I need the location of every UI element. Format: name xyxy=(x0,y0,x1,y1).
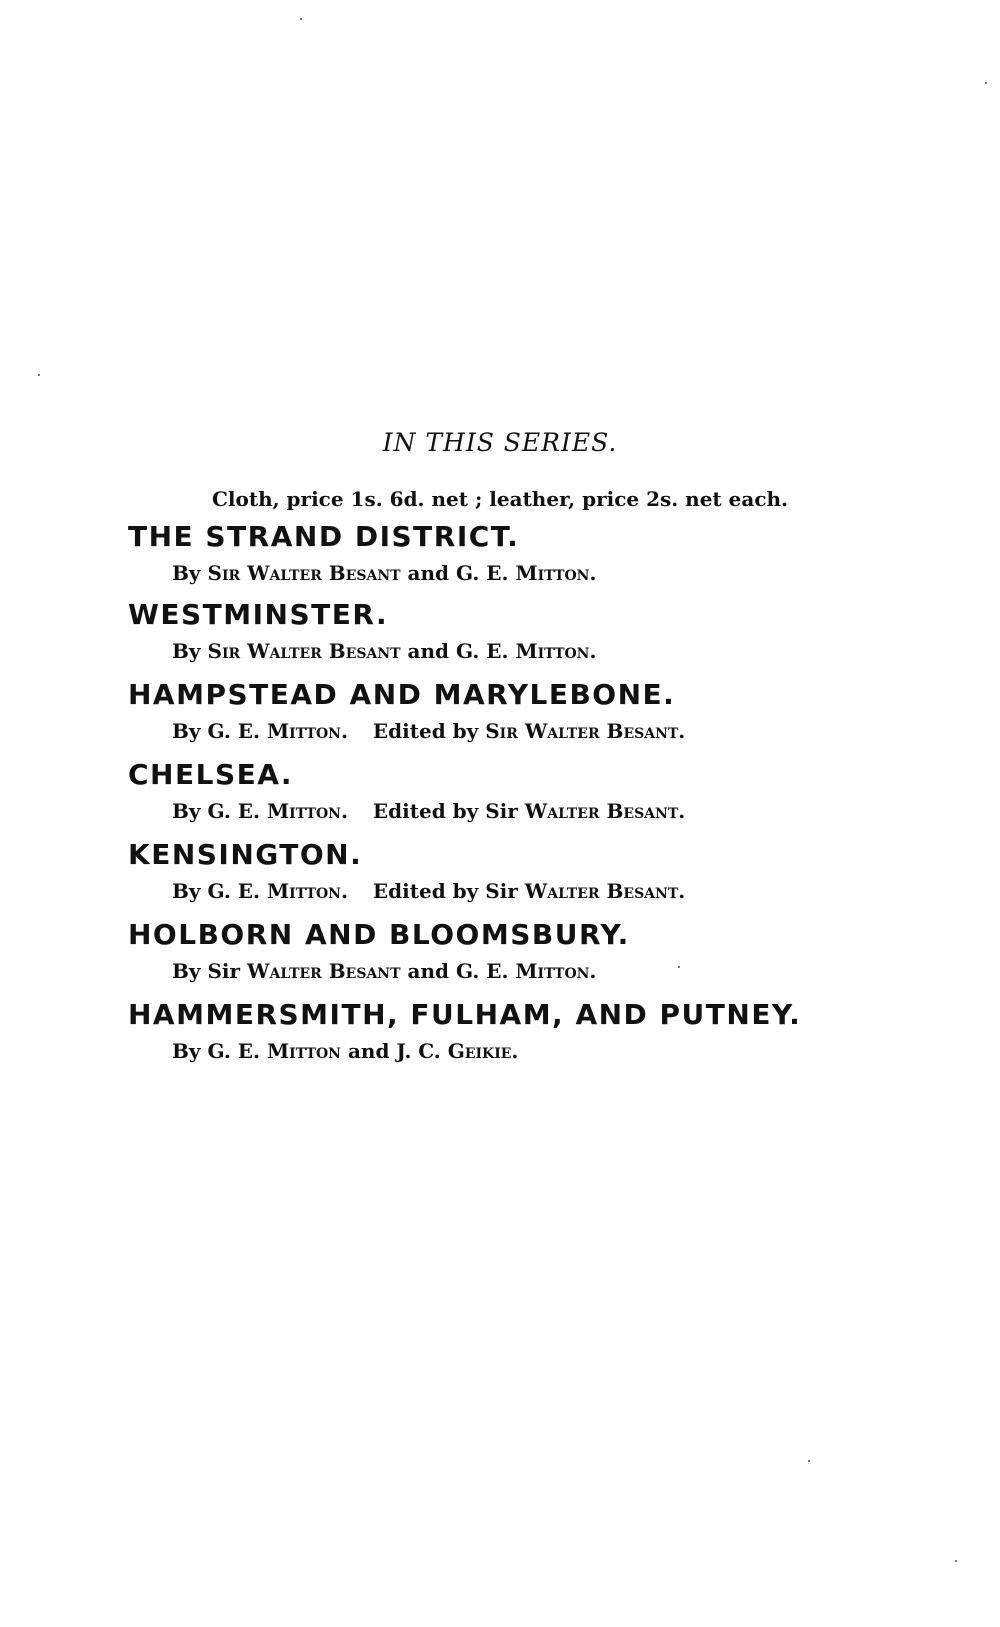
editor-name: Walter Besant. xyxy=(524,799,686,823)
credit-by: By xyxy=(172,799,201,823)
print-speck xyxy=(678,966,680,968)
credit-by: By xyxy=(172,561,201,585)
author-name: Sir Walter Besant xyxy=(207,639,401,663)
print-speck xyxy=(985,82,987,84)
book-title: HOLBORN AND BLOOMSBURY. xyxy=(128,918,630,951)
edited-by: Edited by Sir xyxy=(372,879,518,903)
print-speck xyxy=(955,1560,957,1562)
price-note: Cloth, price 1s. 6d. net ; leather, price 2s. net each. xyxy=(212,487,788,511)
credit-joiner: and xyxy=(407,639,450,663)
series-heading: IN THIS SERIES. xyxy=(382,428,618,457)
author-name: G. E. Mitton. xyxy=(456,561,597,585)
print-speck xyxy=(300,18,302,20)
book-credit xyxy=(172,560,988,586)
book-entry-hammersmith xyxy=(128,998,988,1064)
book-title: HAMPSTEAD AND MARYLEBONE. xyxy=(128,678,676,711)
book-credit xyxy=(172,718,988,744)
credit-joiner: and xyxy=(347,1039,390,1063)
book-title: WESTMINSTER. xyxy=(128,598,389,631)
book-credit xyxy=(172,798,988,824)
book-title: KENSINGTON. xyxy=(128,838,363,871)
author-name: Sir Walter Besant xyxy=(207,561,401,585)
book-title: CHELSEA. xyxy=(128,758,294,791)
credit-joiner: and xyxy=(407,959,449,983)
credit-by: By xyxy=(172,1039,201,1063)
author-name: G. E. Mitton xyxy=(207,1039,341,1063)
book-title: HAMMERSMITH, FULHAM, AND PUTNEY. xyxy=(128,998,802,1031)
edited-by: Edited by xyxy=(372,719,479,743)
book-credit xyxy=(172,638,988,664)
book-entry-strand xyxy=(128,520,988,586)
author-name: Walter Besant xyxy=(247,959,401,983)
book-credit xyxy=(172,1038,988,1064)
book-entry-kensington xyxy=(128,838,988,904)
editor-name: Walter Besant. xyxy=(524,879,686,903)
edited-by: Edited by Sir xyxy=(372,799,518,823)
book-entry-holborn xyxy=(128,918,988,984)
author-name: G. E. Mitton. xyxy=(207,879,348,903)
book-credit xyxy=(172,958,988,984)
credit-by: By xyxy=(172,639,201,663)
book-title: THE STRAND DISTRICT. xyxy=(128,520,520,553)
book-entry-hampstead xyxy=(128,678,988,744)
author-name: G. E. Mitton. xyxy=(207,719,348,743)
print-speck xyxy=(808,1460,810,1462)
author-name: J. C. Geikie. xyxy=(396,1039,519,1063)
credit-by: By xyxy=(172,879,201,903)
print-speck xyxy=(38,374,40,376)
author-name: G. E. Mitton. xyxy=(456,639,597,663)
book-credit xyxy=(172,878,988,904)
credit-by: By Sir xyxy=(172,959,241,983)
author-name: G. E. Mitton. xyxy=(207,799,348,823)
credit-joiner: and xyxy=(407,561,450,585)
editor-name: Sir Walter Besant. xyxy=(485,719,686,743)
book-entry-westminster xyxy=(128,598,988,664)
book-entry-chelsea xyxy=(128,758,988,824)
author-name: G. E. Mitton. xyxy=(455,959,597,983)
credit-by: By xyxy=(172,719,201,743)
